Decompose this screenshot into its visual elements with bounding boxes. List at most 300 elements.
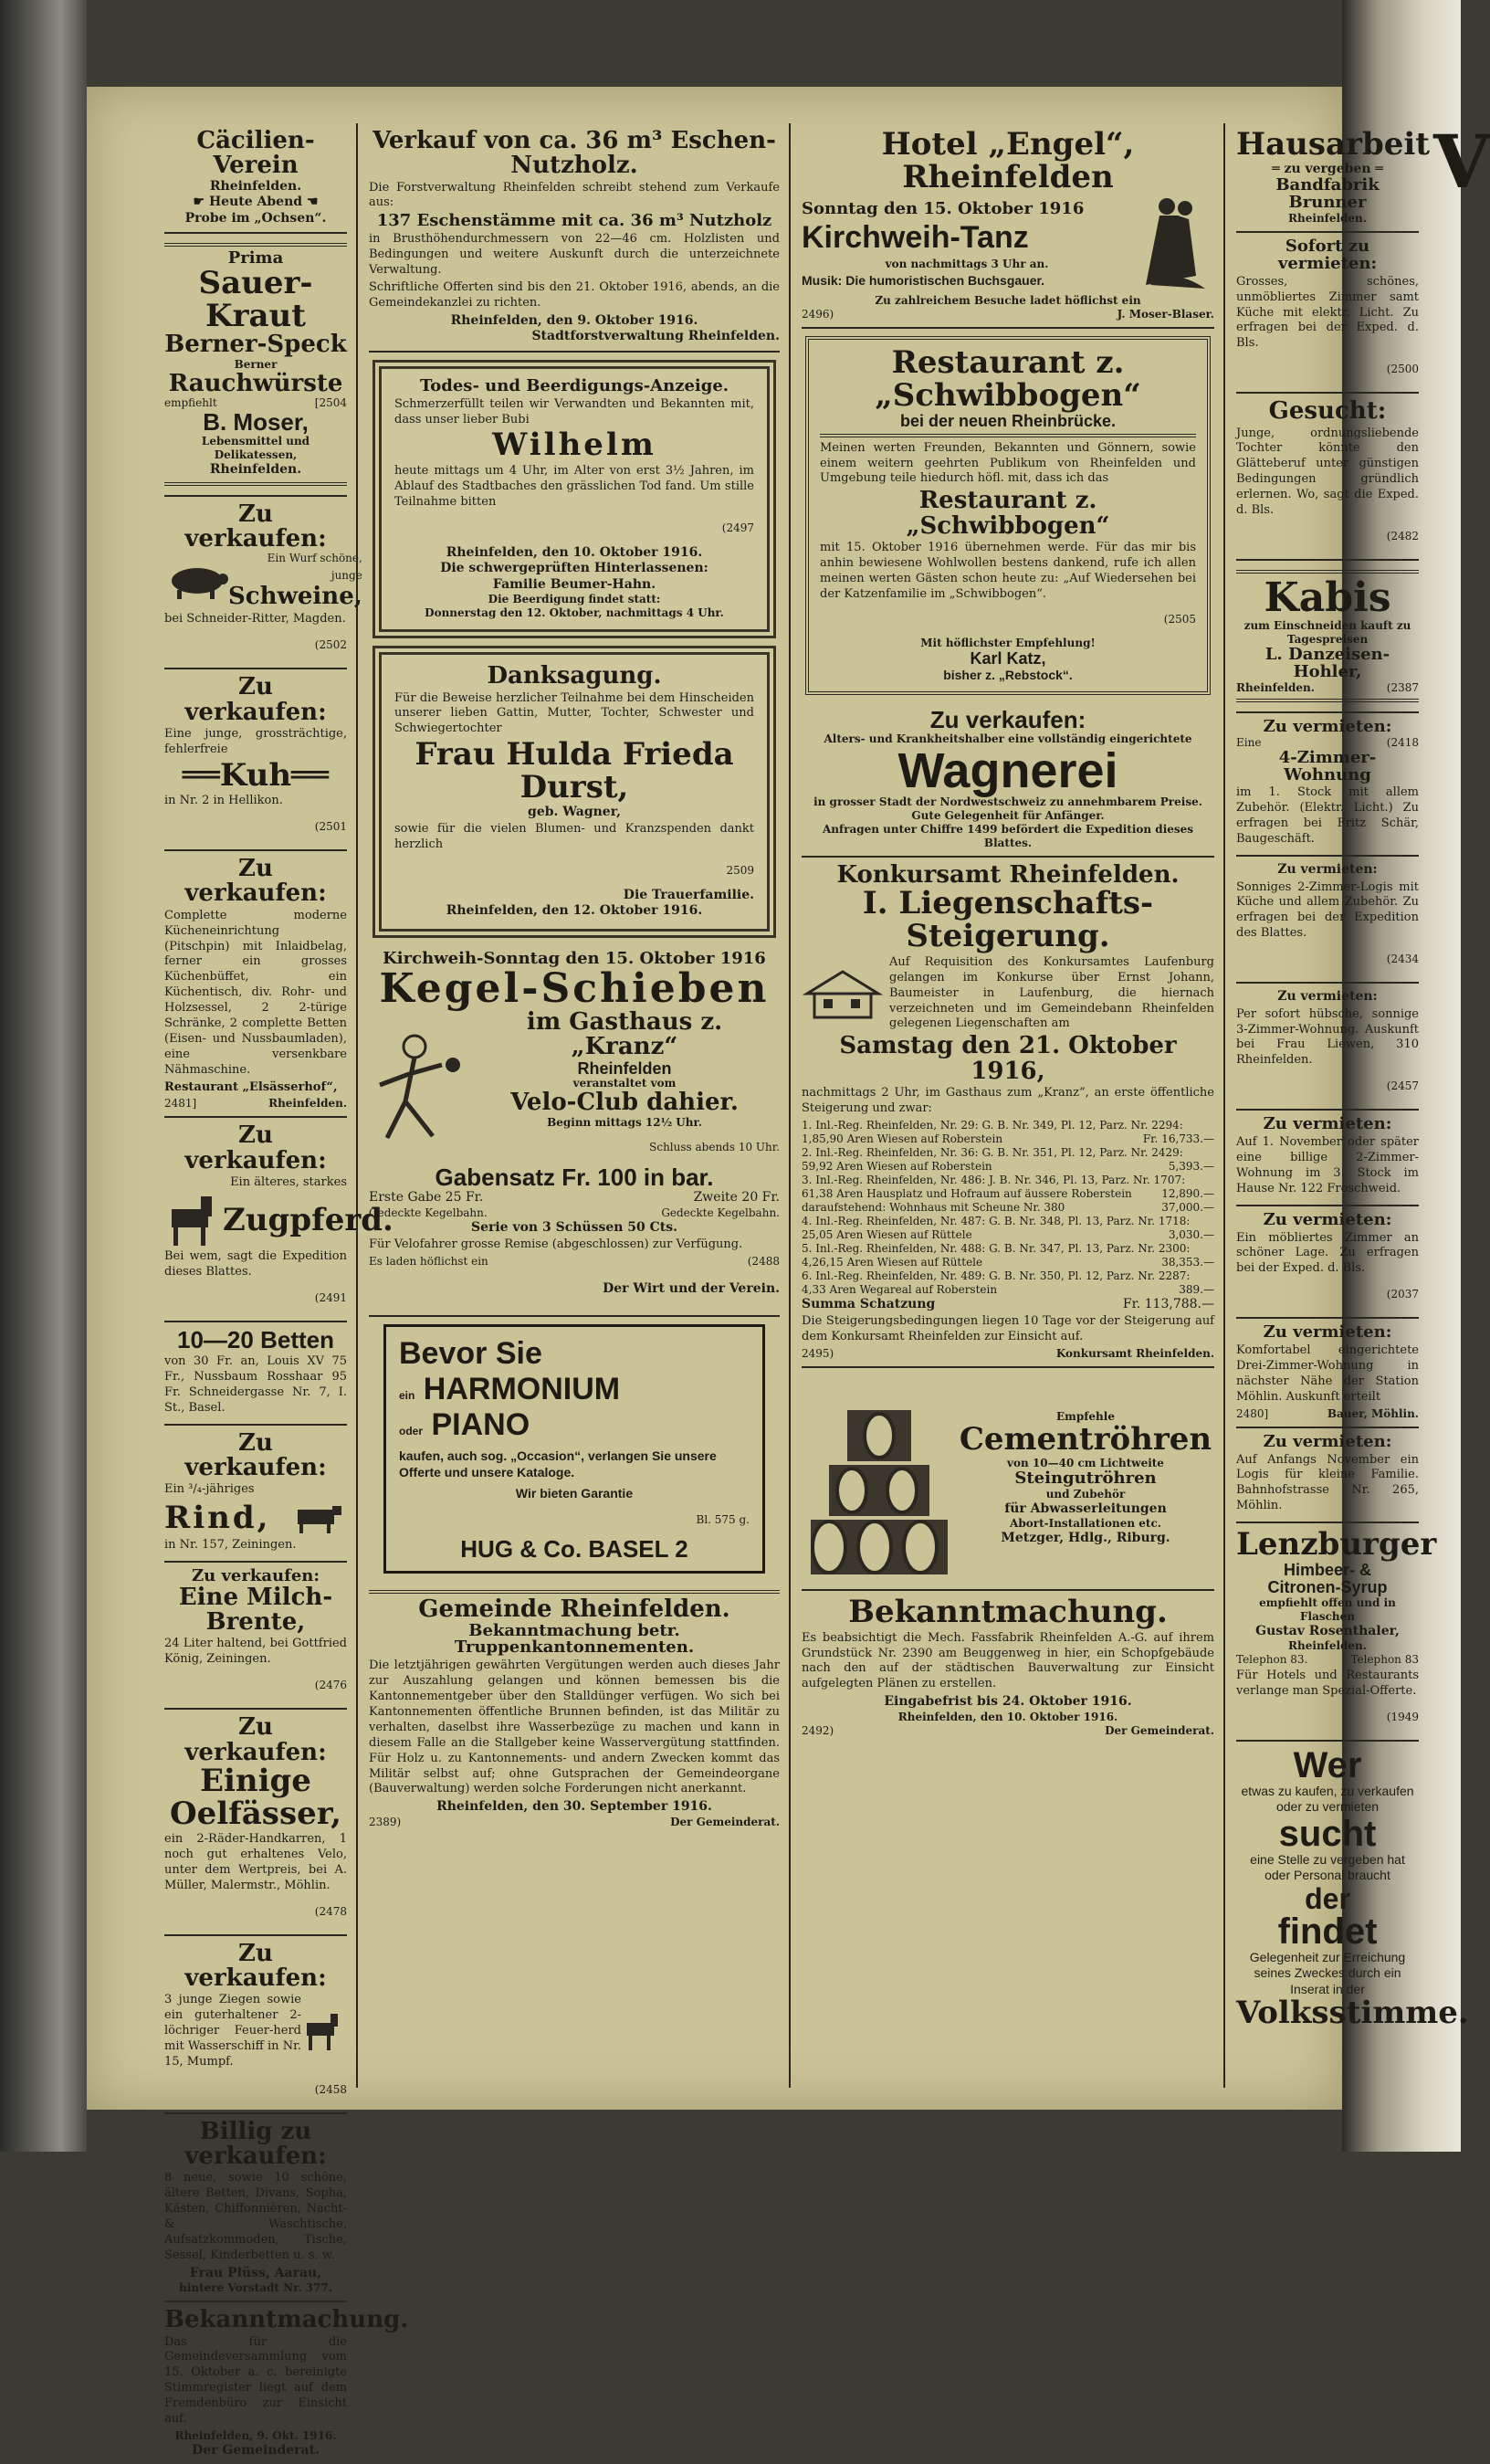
column-2 xyxy=(360,123,791,2088)
konk-item-amt: 12,890.— xyxy=(1161,1186,1214,1200)
kegel-g1: Erste Gabe 25 Fr. xyxy=(369,1190,484,1206)
kegel-laden-row xyxy=(369,1255,780,1269)
haus-firm: Bandfabrik Brunner xyxy=(1275,175,1380,213)
lenz-tel2: Telephon 83 xyxy=(1350,1653,1419,1667)
moser-place: Rheinfelden. xyxy=(209,462,302,478)
hotel-ad xyxy=(802,123,1214,329)
haus-sub-line: ═ zu vergeben ═ xyxy=(1272,161,1383,176)
harm-bl: Bl. 575 g. xyxy=(696,1512,750,1526)
rauch-title: Rauchwürste xyxy=(168,369,343,397)
v1-eine: Eine xyxy=(1236,735,1262,749)
dank-num: 2509 xyxy=(726,863,754,877)
vk3-rest: Restaurant „Elsässerhof“, xyxy=(164,1079,338,1094)
hotel-num: 2496) xyxy=(802,308,834,321)
harm-oder: oder xyxy=(399,1425,424,1438)
sofort-title: Sofort zu vermieten: xyxy=(1277,236,1378,273)
dancers-icon xyxy=(1132,194,1214,294)
list-item xyxy=(802,1215,1214,1242)
dank-date: Rheinfelden, den 12. Oktober 1916. xyxy=(446,903,703,919)
bek2-num: 2492) xyxy=(802,1723,834,1737)
cement-ad xyxy=(802,1368,1214,1591)
cem-zub: und Zubehör xyxy=(1045,1487,1126,1501)
berner-label: Berner xyxy=(234,357,278,371)
lenz-num: (1949 xyxy=(1386,1710,1419,1723)
v4-title: Zu vermieten: xyxy=(1263,1114,1392,1134)
konk-item-text: 5. Inl.-Reg. Rheinfelden, Nr. 488: G. B. Nr. 347, Pl. 13, Parz. Nr. 2300: 4,26,15 Aren Wiesen auf Rüttele xyxy=(802,1241,1191,1269)
vk1-schweine: Schweine, xyxy=(228,583,362,611)
vk7-text: ein 2-Räder-Handkarren, 1 noch gut erhaltenes Velo, unter dem Wertpreis, bei A. Müller, Malermstr., Möhlin. xyxy=(164,1832,347,1892)
kegel-head: Kirchweih-Sonntag den 15. Oktober 1916 xyxy=(383,948,766,968)
vk1-ad xyxy=(164,497,362,669)
vk2-num: (2501 xyxy=(314,820,347,834)
gem-date: Rheinfelden, den 30. September 1916. xyxy=(436,1799,712,1815)
gem-rule xyxy=(369,1590,780,1594)
harm-6: HUG & Co. BASEL 2 xyxy=(460,1534,688,1563)
vk3-text: Complette moderne Kücheneinrichtung (Pitschpin) mit Inlaidbelag, ferner ein grosses Küchenbüffet, ein Küchentisch, div. Rohr- und Holzsessel, 2 2-türige Schränke, 2 complette Betten (Eisen- und Nussbaumladen), eine versenkbare Nähmaschine. xyxy=(164,908,347,1077)
ornament-rule-2 xyxy=(164,482,347,486)
vk7-num: (2478 xyxy=(314,1904,347,1918)
konk-title: Konkursamt Rheinfelden. xyxy=(836,861,1180,890)
haus-sub: zu vergeben xyxy=(1284,161,1371,176)
rest-text2: mit 15. Oktober 1916 übernehmen werde. Für das mir bis anhin bewiesene Wohlwollen bestens dankend, rufe ich allen meinen werten Gästen schon heute zu: „Auf Wiedersehen bei der Katzenfamilie im „Schwibbogen“. xyxy=(820,540,1196,601)
hotel-invite: Zu zahlreichem Besuche ladet höflichst ein xyxy=(875,294,1141,308)
verkauf-date: Rheinfelden, den 9. Oktober 1916. xyxy=(450,312,698,328)
v6-ad xyxy=(1236,1319,1419,1427)
list-item xyxy=(802,1242,1214,1269)
v2-ad xyxy=(1236,857,1419,984)
v1-title: Zu vermieten: xyxy=(1263,716,1392,736)
goat-icon xyxy=(301,2012,347,2052)
vk8-row xyxy=(164,1991,347,2071)
harm-4: kaufen, auch sog. „Occasion“, verlangen Sie unsere Offerte und unsere Kataloge. xyxy=(399,1448,717,1479)
list-item xyxy=(802,1174,1214,1201)
lenz-text: empfiehlt offen und in Flaschen xyxy=(1259,1595,1396,1623)
danksagung xyxy=(372,646,776,938)
gesucht-ad xyxy=(1236,394,1419,561)
kegel-veranst: veranstaltet vom xyxy=(572,1077,677,1090)
v5-title: Zu vermieten: xyxy=(1263,1209,1392,1229)
harmonium-ad xyxy=(383,1324,765,1574)
vk8-num: (2458 xyxy=(314,2082,347,2096)
bek1-title: Bekanntmachung. xyxy=(164,2306,409,2334)
lenz-text2: Für Hotels und Restaurants verlange man Spezial-Offerte. xyxy=(1236,1669,1419,1698)
kegel-num: (2488 xyxy=(747,1254,780,1268)
harm-3: PIANO xyxy=(431,1407,530,1443)
ornament-rule xyxy=(164,243,347,247)
rest-sign2: bisher z. „Rebstock“. xyxy=(943,668,1073,683)
vk1-num: (2502 xyxy=(314,638,347,652)
tod-text: Schmerzerfüllt teilen wir Verwandten und Bekannten mit, dass unser lieber Bubi xyxy=(394,396,754,426)
cem-stein: Steingutröhren xyxy=(1014,1468,1157,1488)
betten-title: 10—20 Betten xyxy=(177,1325,334,1353)
konk-item-amt: 38,353.— xyxy=(1161,1255,1214,1269)
haus-place: Rheinfelden. xyxy=(1288,211,1367,225)
cem-sign: Metzger, Hdlg., Riburg. xyxy=(1001,1531,1170,1546)
kegel-place: Rheinfelden xyxy=(577,1058,672,1078)
empfiehlt-text: empfiehlt xyxy=(164,395,217,409)
rest-name: Restaurant z. „Schwibbogen“ xyxy=(906,487,1110,540)
ad-number: [2504 xyxy=(314,395,347,409)
lenz-tel-row xyxy=(1236,1653,1419,1667)
vk7-big: Einige Oelfässer, xyxy=(169,1762,341,1832)
betten-ad xyxy=(164,1322,347,1426)
vk4-row xyxy=(164,1193,393,1248)
gem-title: Gemeinde Rheinfelden. xyxy=(418,1595,730,1624)
dank-title: Danksagung. xyxy=(487,662,662,690)
vk2-text: Eine junge, grossträchtige, fehlerfreie xyxy=(164,726,347,756)
dank-geb: geb. Wagner, xyxy=(528,804,621,819)
vk8-text: 3 junge Ziegen sowie ein guterhaltener 2-löchriger Feuer-herd mit Wasserschiff in Nr. 15, Mumpf. xyxy=(164,1993,301,2069)
konk-sum: Fr. 113,788.— xyxy=(1122,1296,1214,1311)
v3-num: (2457 xyxy=(1386,1079,1419,1093)
findet-title: findet xyxy=(1277,1911,1378,1952)
konk-text3: Die Steigerungsbedingungen liegen 10 Tage vor der Steigerung auf dem Konkursamt Rheinfelden zur Einsicht auf. xyxy=(802,1314,1214,1344)
dank-text: Für die Beweise herzlicher Teilnahme bei dem Hinscheiden unserer lieben Gattin, Mutter, Tochter, Schwester und Schwiegertochter xyxy=(394,690,754,736)
v6-row xyxy=(1236,1407,1419,1421)
konk-sum-label: Summa Schatzung xyxy=(802,1296,936,1311)
vk1-text2: junge xyxy=(331,569,362,583)
kegel-ad xyxy=(369,945,780,1318)
v5-num: (2037 xyxy=(1386,1288,1419,1301)
vk1-title: Zu verkaufen: xyxy=(184,500,327,553)
vk4-text2: Bei wem, sagt die Expedition dieses Blattes. xyxy=(164,1248,347,1279)
der-title: der xyxy=(1305,1881,1350,1915)
wag-text2: Gute Gelegenheit für Anfänger. xyxy=(911,809,1105,823)
tod-title: Todes- und Beerdigungs-Anzeige. xyxy=(419,375,729,395)
tod-text3: Die Beerdigung findet statt: xyxy=(488,593,661,606)
kabis-text: zum Einschneiden kauft zu Tagespreisen xyxy=(1243,619,1411,647)
vk5-ad xyxy=(164,1426,347,1563)
tod-date: Rheinfelden, den 10. Oktober 1916. xyxy=(446,544,703,560)
kegel-velo: Für Velofahrer grosse Remise (abgeschlossen) zur Verfügung. xyxy=(369,1237,743,1252)
kegel-serie: Serie von 3 Schüssen 50 Cts. xyxy=(470,1219,678,1235)
rest-gruss: Mit höflichster Empfehlung! xyxy=(920,637,1096,650)
v5-text: Ein möbliertes Zimmer an schöner Lage. Zu erfragen bei der Exped. d. Bls. xyxy=(1236,1230,1419,1276)
hausarbeit-ad xyxy=(1236,123,1430,233)
kegel-g2: Zweite 20 Fr. xyxy=(693,1190,780,1206)
gem-row xyxy=(369,1816,780,1829)
kegel-schluss: Schluss abends 10 Uhr. xyxy=(649,1140,780,1153)
v5-ad xyxy=(1236,1206,1419,1320)
caecilien-line2: Probe im „Ochsen“. xyxy=(184,210,327,226)
gem-text: Die letztjährigen gewährten Vergütungen werden auch dieses Jahr zur Auszahlung gelangen und können bemessen bis die Kantonnementgeber über den Stalldünger verfügen. Wo sich bei Kantonnementen öffentliche Brunnen befinden, ist das Militär zu verhalten, daselbst ihre Wasserbezüge zu machen und kann in diesem Falle an die Stallgeber keine Wasservergütung stattfinden. Für Holz u. zu Kantonnements- und andern Zwecken kommt das Militär selbst auf; ohne Gutsprachen der Gemeindeorgane (Bauverwaltung) werden solche Forderungen nicht anerkannt. xyxy=(369,1658,780,1796)
verkauf-sign: Stadtforstverwaltung Rheinfelden. xyxy=(531,329,780,344)
dank-name: Frau Hulda Frieda Durst, xyxy=(414,736,734,806)
konk-item-text: 1. Inl.-Reg. Rheinfelden, Nr. 29: G. B. Nr. 349, Pl. 12, Parz. Nr. 2294: 1,85,90 Aren Wiesen auf Roberstein xyxy=(802,1118,1183,1145)
tod-sign1: Die schwergeprüften Hinterlassenen: xyxy=(440,561,708,576)
bek1-date: Rheinfelden, 9. Okt. 1916. xyxy=(174,2428,337,2442)
hotel-musik: Musik: Die humoristischen Buchsgauer. xyxy=(802,273,1045,289)
vk5-rind: Rind, xyxy=(164,1500,271,1537)
konk-item-amt: 389.— xyxy=(1179,1282,1214,1296)
v3-ad xyxy=(1236,984,1419,1111)
vk2-title: Zu verkaufen: xyxy=(184,673,327,726)
kegel-bahn2: Gedeckte Kegelbahn. xyxy=(661,1206,780,1219)
vk5-text: Ein ³/₄-jähriges xyxy=(164,1482,255,1497)
tod-sign2: Familie Beumer-Hahn. xyxy=(492,576,656,592)
vk7-title: Zu verkaufen: xyxy=(184,1713,327,1766)
volksstimme-ad xyxy=(1236,1742,1469,2036)
konk-item-amt: 5,393.— xyxy=(1168,1159,1214,1173)
todes-anzeige xyxy=(372,360,776,639)
billig-addr: hintere Vorstadt Nr. 377. xyxy=(179,2281,332,2295)
book-spine xyxy=(0,0,87,2152)
cem-fuer: für Abwasserleitungen xyxy=(1004,1501,1167,1516)
konkurs-ad xyxy=(802,858,1214,1368)
sofort-text: Grosses, schönes, unmöbliertes Zimmer samt Küche mit elektr. Licht. Zu erfragen bei der Exped. d. Bls. xyxy=(1236,274,1419,351)
tod-text2: heute mittags um 4 Uhr, im Alter von erst 3½ Jahren, im Ablauf des Stadtbaches den grässlichen Tod fand. Um stille Teilnahme bitten xyxy=(394,464,754,509)
wer-text2: eine Stelle zu vergeben hat oder Personal braucht xyxy=(1250,1851,1405,1883)
betten-text: von 30 Fr. an, Louis XV 75 Fr., Nussbaum Rosshaar 95 Fr. Schneidergasse Nr. 7, I. St., Basel. xyxy=(164,1354,347,1415)
rest-sub: bei der neuen Rheinbrücke. xyxy=(899,411,1117,430)
sucht-title: sucht xyxy=(1278,1813,1377,1854)
v7-title: Zu vermieten: xyxy=(1263,1431,1392,1451)
vk6-ad xyxy=(164,1563,347,1710)
vk1-text3: bei Schneider-Ritter, Magden. xyxy=(164,612,346,627)
konk-row xyxy=(802,953,1214,1034)
v6-sign: Bauer, Möhlin. xyxy=(1327,1406,1419,1420)
konk-item-text: 3. Inl.-Reg. Rheinfelden, Nr. 486: J. B. Nr. 346, Pl. 13, Parz. Nr. 1707: 61,38 Aren Hausplatz und Hofraum auf äussere Roberstein xyxy=(802,1173,1186,1200)
konk-sum-row xyxy=(802,1297,1214,1313)
gem-sign: Der Gemeinderat. xyxy=(670,1815,780,1828)
list-item xyxy=(802,1146,1214,1174)
sauerkraut-title: Sauer-Kraut xyxy=(198,264,313,334)
prima-label: Prima xyxy=(227,248,284,269)
v4-ad xyxy=(1236,1111,1419,1206)
kabis-num: (2387 xyxy=(1386,680,1419,694)
vk1-row xyxy=(164,552,362,611)
wag-text: in grosser Stadt der Nordwestschweiz zu annehmbarem Preise. xyxy=(813,795,1202,809)
v4-text: Auf 1. November oder später eine billige 2-Zimmer-Wohnung im 3. Stock im Hause Nr. 122 Froschweid. xyxy=(1236,1135,1419,1195)
speck-title: Berner-Speck xyxy=(164,331,347,359)
horse-icon xyxy=(164,1193,223,1248)
next-page-fragment: V xyxy=(1433,119,1490,205)
kabis-place: Rheinfelden. xyxy=(1236,680,1315,694)
lenz-sub1: Himbeer- & xyxy=(1283,1560,1372,1579)
cem-abort: Abort-Installationen etc. xyxy=(1010,1517,1161,1531)
kegel-gaben-row xyxy=(369,1190,780,1206)
hand-icon: ☛ xyxy=(193,195,209,210)
kegel-row xyxy=(369,1007,780,1165)
v6-text: Komfortabel eingerichtete Drei-Zimmer-Wohnung in nächster Nähe der Station Möhlin. Auskunft erteilt xyxy=(1236,1343,1419,1404)
gem-sub: Bekanntmachung betr. Truppenkantonnementen. xyxy=(454,1620,695,1658)
lenz-sub2: Citronen-Syrup xyxy=(1267,1577,1388,1596)
tod-num: (2497 xyxy=(721,521,754,534)
konk-num: 2495) xyxy=(802,1346,834,1360)
vk4-title: Zu verkaufen: xyxy=(184,1121,327,1174)
vk6-num: (2476 xyxy=(314,1679,347,1692)
lenz-name: Gustav Rosenthaler, xyxy=(1255,1623,1400,1638)
vk2-kuh: Kuh xyxy=(219,756,292,794)
vk6-text: 24 Liter haltend, bei Gottfried König, Zeiningen. xyxy=(164,1637,347,1667)
vk6-title: Zu verkaufen: xyxy=(191,1565,320,1585)
konk-sub: I. Liegenschafts-Steigerung. xyxy=(862,885,1154,955)
bek2-date: Rheinfelden, den 10. Oktober 1916. xyxy=(897,1710,1118,1723)
dank-text2: sowie für die vielen Blumen- und Kranzspenden dankt herzlich xyxy=(394,822,754,851)
verkauf-intro: Die Forstverwaltung Rheinfelden schreibt stehend zum Verkaufe aus: xyxy=(369,180,780,210)
caecilien-title: Cäcilien-Verein xyxy=(196,127,315,180)
lenz-title: Lenzburger xyxy=(1236,1526,1437,1564)
wer-text3: Gelegenheit zur Erreichung seines Zweckes durch ein Inserat in der xyxy=(1249,1949,1406,1996)
vk7-ad xyxy=(164,1710,347,1936)
kabis-name: L. Danzeisen-Hohler, xyxy=(1264,645,1390,681)
kabis-ad xyxy=(1236,561,1419,713)
v1-big: 4-Zimmer-Wohnung xyxy=(1278,747,1377,784)
kabis-rule-2 xyxy=(1236,699,1419,702)
cow-icon xyxy=(292,1502,347,1533)
cem-empf: Empfehle xyxy=(1056,1410,1115,1424)
v2-text: Sonniges 2-Zimmer-Logis mit Küche und allem Zubehör. Zu erfragen bei der Expedition des Blattes. xyxy=(1236,879,1419,941)
bek2-sign-row xyxy=(802,1724,1214,1738)
konk-sign: Konkursamt Rheinfelden. xyxy=(1055,1346,1214,1360)
v1-text: im 1. Stock mit allem Zubehör. (Elektr. Licht.) Zu erfragen bei Fritz Schär, Baugeschäft. xyxy=(1236,785,1419,847)
volks-title: Volksstimme. xyxy=(1236,1995,1469,2032)
bek2-title: Bekanntmachung. xyxy=(848,1593,1168,1630)
hotel-time: von nachmittags 3 Uhr an. xyxy=(885,258,1049,271)
hotel-sign: J. Moser-Blaser. xyxy=(1117,308,1214,321)
kabis-title: Kabis xyxy=(1264,574,1391,621)
harm-ein: ein xyxy=(399,1389,415,1403)
caecilien-line xyxy=(164,195,347,211)
v7-ad xyxy=(1236,1428,1419,1523)
column-3 xyxy=(792,123,1225,2088)
vk8-ad xyxy=(164,1936,347,2114)
rest-title: Restaurant z. „Schwibbogen“ xyxy=(875,344,1141,415)
wag-sub: Alters- und Krankheitshalber eine vollständig eingerichtete xyxy=(824,732,1192,746)
v6-num: 2480] xyxy=(1236,1406,1269,1420)
rest-sign1: Karl Katz, xyxy=(970,649,1046,669)
kegel-begin: Beginn mittags 12½ Uhr. xyxy=(547,1115,702,1129)
vk4-num: (2491 xyxy=(314,1290,347,1304)
rest-text: Meinen werten Freunden, Bekannten und Gönnern, sowie einem weitern geehrten Publikum von Rheinfelden und Umgebung teile hiedurch höfl. mit, dass ich das xyxy=(820,440,1196,486)
house-icon xyxy=(802,966,884,1021)
v3-text: Per sofort hübsche, sonnige 3-Zimmer-Wohnung. Auskunft bei Frau Liewen, 310 Rheinfelden. xyxy=(1236,1006,1419,1068)
harm-5: Wir bieten Garantie xyxy=(515,1486,634,1501)
wagnerei-ad xyxy=(802,702,1214,858)
kegel-player-icon xyxy=(369,1028,469,1147)
verkauf-big: 137 Eschenstämme mit ca. 36 m³ Nutzholz xyxy=(376,211,772,231)
billig-title: Billig zu verkaufen: xyxy=(184,2117,327,2171)
vk4-ad xyxy=(164,1118,393,1322)
v7-text: Auf Anfangs November ein Logis für kleine Familie. Bahnhofstrasse Nr. 265, Möhlin. xyxy=(1236,1452,1419,1513)
vk2-text2: in Nr. 2 in Hellikon. xyxy=(164,794,283,808)
vk4-pferd: Zugpferd. xyxy=(223,1201,393,1238)
konk-item-text: 6. Inl.-Reg. Rheinfelden, Nr. 489: G. B. Nr. 350, Pl. 12, Parz. Nr. 2287: 4,33 Aren Wegareal auf Roberstein xyxy=(802,1269,1191,1296)
konk-text2: nachmittags 2 Uhr, im Gasthaus zum „Kranz“, an erste öffentliche Steigerung und zwar: xyxy=(802,1085,1214,1115)
vk2-ad xyxy=(164,669,347,851)
sauerkraut-ad xyxy=(164,234,347,497)
konk-sign-row xyxy=(802,1347,1214,1361)
vk8-title: Zu verkaufen: xyxy=(184,1939,327,1993)
konk-item-amt: Fr. 16,733.— xyxy=(1142,1132,1214,1145)
billig-text: 8 neue, sowie 10 schöne, ältere Betten, Divans, Sopha, Kästen, Chiffonnièren, Nacht- & Waschtische, Aufsatzkommoden, Tische, Sessel, Kinderbetten u. s. w. xyxy=(164,2171,347,2262)
kegel-bahn1: Gedeckte Kegelbahn. xyxy=(369,1206,488,1219)
hotel-sign-row xyxy=(802,308,1214,321)
vk3-title: Zu verkaufen: xyxy=(184,855,327,908)
verkauf-text2: Schriftliche Offerten sind bis den 21. Oktober 1916, abends, an die Gemeindekanzlei zu richten. xyxy=(369,279,780,310)
harm-2: HARMONIUM xyxy=(423,1372,621,1407)
kegel-gaben: Gabensatz Fr. 100 in bar. xyxy=(435,1163,714,1191)
moser-lebens: Lebensmittel und Delikatessen, xyxy=(201,435,310,462)
caecilien-ad xyxy=(164,123,347,234)
verkauf-ad xyxy=(369,123,780,353)
pipes-icon xyxy=(802,1374,957,1584)
bek1-text: Das für die Gemeindeversammlung vom 15. Oktober a. c. bereinigte Stimmregister liegt auf dem Fremdenbüro zur Einsicht auf. xyxy=(164,2334,347,2426)
konk-item-amt: 3,030.— xyxy=(1168,1227,1214,1241)
bek1-ad xyxy=(164,2302,409,2464)
bek2-sign: Der Gemeinderat. xyxy=(1105,1723,1214,1737)
vk2-kuh-line: ══Kuh══ xyxy=(182,756,330,794)
kegel-club: Velo-Club dahier. xyxy=(510,1089,739,1117)
ges-title: Gesucht: xyxy=(1268,397,1387,426)
bek2-frist: Eingabefrist bis 24. Oktober 1916. xyxy=(884,1694,1132,1710)
kabis-rule xyxy=(1236,570,1419,574)
moser-name: B. Moser, xyxy=(203,407,309,436)
v2-title: Zu vermieten: xyxy=(1277,862,1378,878)
konk-text: Auf Requisition des Konkursamtes Laufenburg gelangen im Konkurse über Ernst Johann, Baumeister in Laufenburg, die hiernach verzeichneten und im Gemeindebann Rheinfelden gelegenen Liegenschaften am xyxy=(889,954,1214,1031)
kegel-laden: Es laden höflichst ein xyxy=(369,1254,488,1268)
konk-item-amt: 37,000.— xyxy=(1161,1200,1214,1214)
list-item xyxy=(802,1269,1214,1297)
vk5-row xyxy=(164,1500,347,1536)
verkauf-title: Verkauf von ca. 36 m³ Eschen-Nutzholz. xyxy=(372,127,776,180)
ges-num: (2482 xyxy=(1386,529,1419,542)
v6-title: Zu vermieten: xyxy=(1263,1322,1392,1343)
kegel-sign: Der Wirt und der Verein. xyxy=(603,1280,780,1296)
konk-list xyxy=(802,1119,1214,1297)
sofort-num: (2500 xyxy=(1386,363,1419,376)
v1-num: (2418 xyxy=(1386,735,1419,749)
column-4 xyxy=(1227,123,1469,2088)
vk4-text: Ein älteres, starkes xyxy=(230,1175,347,1190)
pig-icon xyxy=(164,563,228,599)
hotel-title: Hotel „Engel“, Rheinfelden xyxy=(881,126,1135,195)
vk3-num: 2481] xyxy=(164,1097,197,1111)
lenz-place: Rheinfelden. xyxy=(1288,1639,1367,1653)
bek2-text: Es beabsichtigt die Mech. Fassfabrik Rheinfelden A.-G. auf ihrem Grundstück Nr. 2390 am Beuggenweg in hier, ein Schopfgebäude nach den auf der städtischen Bauverwaltung zur Einsicht aufgelegten Plänen zu erstellen. xyxy=(802,1630,1214,1691)
sofort-ad xyxy=(1236,233,1419,394)
lenz-tel1: Telephon 83. xyxy=(1236,1653,1308,1667)
hand-icon-left: ☚ xyxy=(302,195,319,210)
bek2-ad xyxy=(802,1591,1214,1743)
vk3-place: Rheinfelden. xyxy=(268,1097,347,1111)
vk1-text1: Ein Wurf schöne, xyxy=(267,552,362,565)
hotel-row xyxy=(802,194,1214,294)
cem-size: von 10—40 cm Lichtweite xyxy=(1007,1456,1164,1469)
caecilien-place: Rheinfelden. xyxy=(209,178,302,194)
haus-title: Hausarbeit xyxy=(1236,126,1430,163)
wag-text3: Anfragen unter Chiffre 1499 befördert die Expedition dieses Blattes. xyxy=(822,823,1194,850)
list-item xyxy=(802,1201,1214,1215)
hotel-tanz: Kirchweih-Tanz xyxy=(802,220,1029,256)
vk3-row xyxy=(164,1097,347,1111)
caecilien-line-text: Heute Abend xyxy=(208,195,303,210)
gemeinde-ad xyxy=(369,1581,780,1835)
vk5-text2: in Nr. 157, Zeiningen. xyxy=(164,1538,297,1553)
tod-name: Wilhelm xyxy=(492,426,656,464)
cement-row xyxy=(802,1374,1214,1584)
konk-item-text: daraufstehend: Wohnhaus mit Scheune Nr. 380 xyxy=(802,1200,1065,1214)
konk-date: Samstag den 21. Oktober 1916, xyxy=(839,1032,1177,1085)
schwibbogen-ad xyxy=(805,336,1211,694)
kegel-title: Kegel-Schieben xyxy=(379,964,770,1012)
v1-ad xyxy=(1236,713,1419,857)
dank-sign: Die Trauerfamilie. xyxy=(623,887,754,902)
hotel-date: Sonntag den 15. Oktober 1916 xyxy=(802,199,1085,219)
rest-rule xyxy=(820,434,1196,437)
cem-title: Cementröhren xyxy=(959,1421,1212,1458)
wer-title: Wer xyxy=(1293,1744,1362,1785)
